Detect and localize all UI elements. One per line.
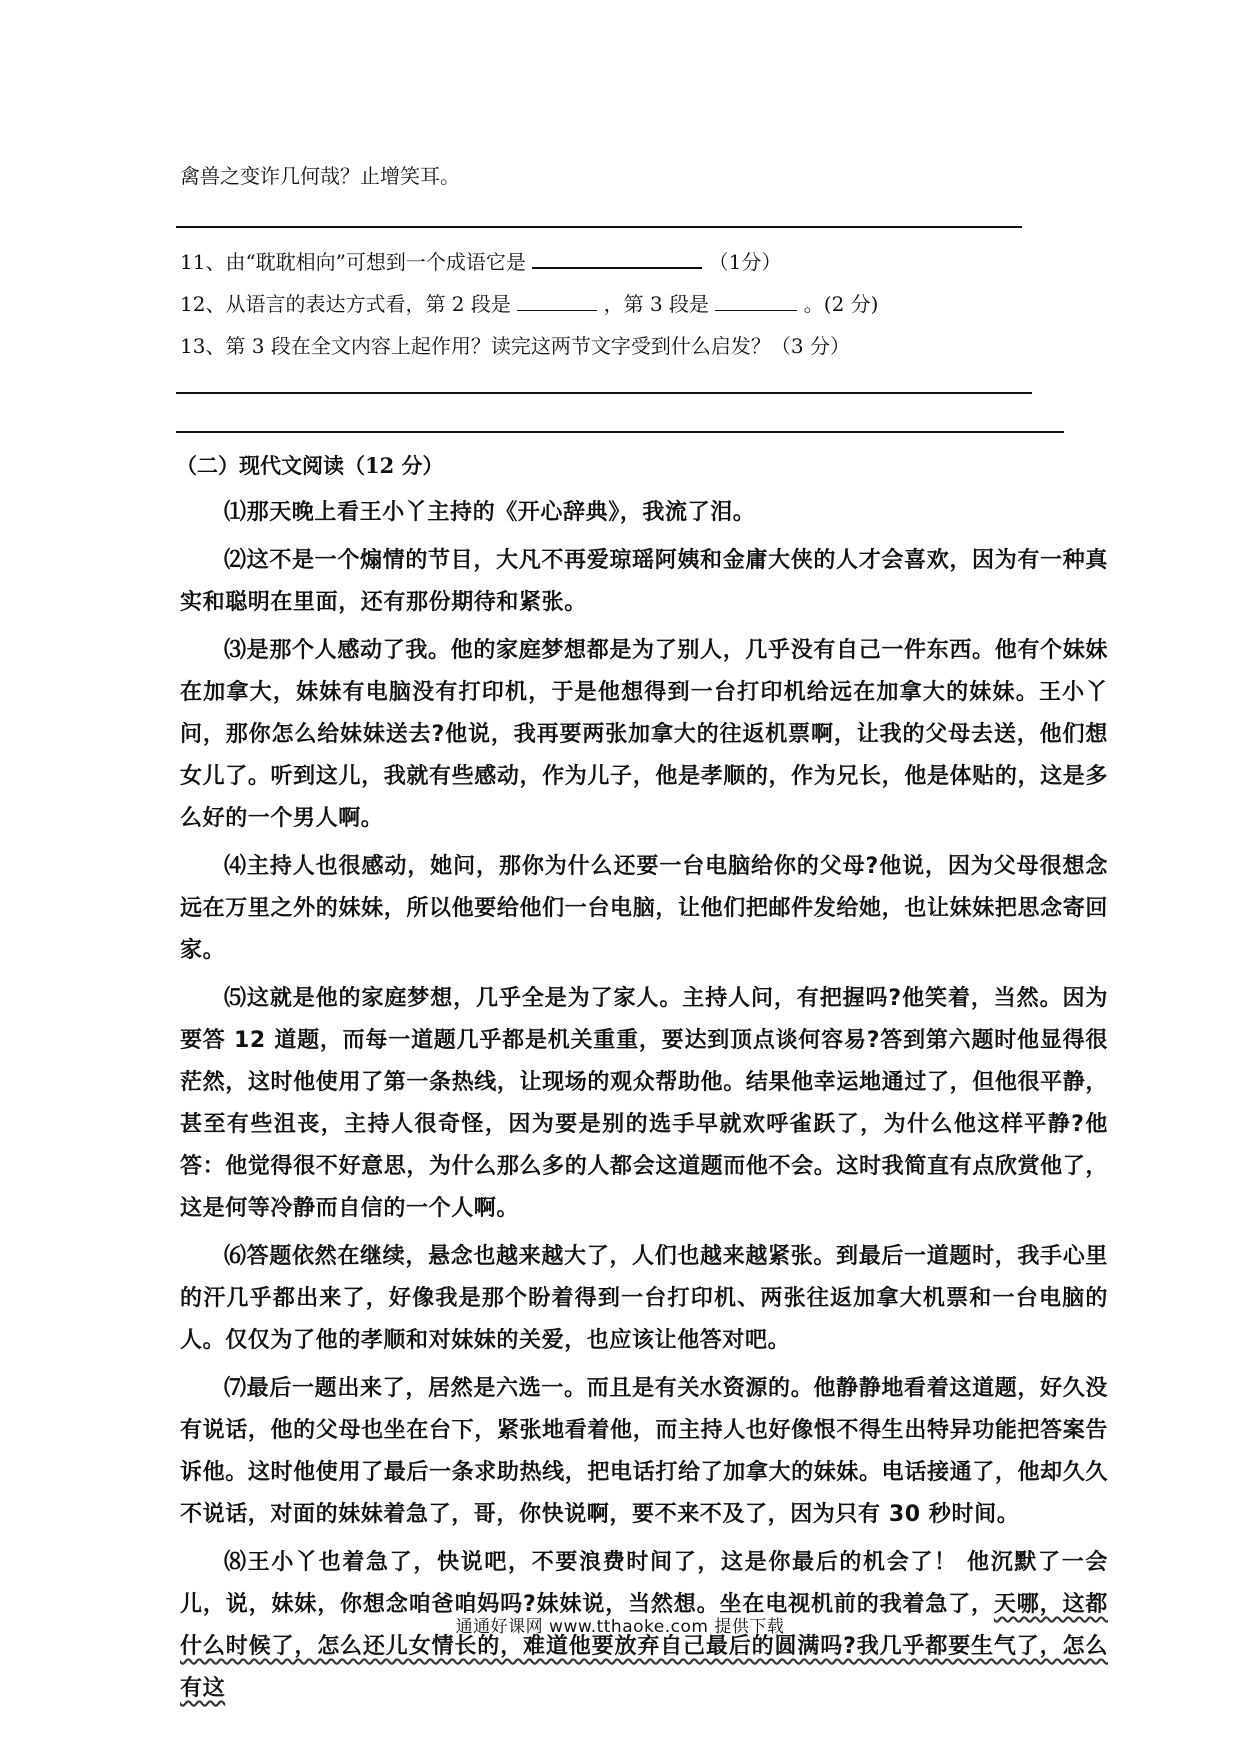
question-11-score: （1分） [708,250,782,274]
paragraph: ⑵这不是一个煽情的节目，大凡不再爱琼瑶阿姨和金庸大侠的人才会喜欢，因为有一种真实和聪明在里面，还有那份期待和紧张。 [180,548,1108,615]
paragraph: ⑶是那个人感动了我。他的家庭梦想都是为了别人，几乎没有自己一件东西。他有个妹妹在加拿大，妹妹有电脑没有打印机，于是他想得到一台打印机给远在加拿大的妹妹。王小丫问，那你怎么给妹妹送去?他说，我再要两张加拿大的往返机票啊，让我的父母去送，他们想女儿了。听到这儿，我就有些感动，作为儿子，他是孝顺的，作为兄长，他是体贴的，这是多么好的一个男人啊。 [180,638,1108,831]
wavy-underlined-text: 天哪，这都什么时候了，怎么还儿女情长的，难道他要放弃自己最后的圆满吗?我几乎都要生气了，怎么有这 [180,1592,1108,1701]
question-12-text-2: ，第 3 段是 [603,292,710,316]
answer-line[interactable] [176,431,1064,433]
classical-text-line: 禽兽之变诈几何哉？止增笑耳。 [180,164,460,188]
question-11 [180,246,781,275]
paragraph: ⑸这就是他的家庭梦想，几乎全是为了家人。主持人问，有把握吗?他笑着，当然。因为要答 12 道题，而每一道题几乎都是机关重重，要达到顶点谈何容易?答到第六题时他显得很茫然，这时他使用了第一条热线，让现场的观众帮助他。结果他幸运地通过了，但他很平静，甚至有些沮丧，主持人很奇怪，因为要是别的选手早就欢呼雀跃了，为什么他这样平静?他答：他觉得很不好意思，为什么那么多的人都会这道题而他不会。这时我简直有点欣赏他了，这是何等冷静而自信的一个人啊。 [180,986,1108,1221]
paragraph: ⑷主持人也很感动，她问，那你为什么还要一台电脑给你的父母?他说，因为父母很想念远在万里之外的妹妹，所以他要给他们一台电脑，让他们把邮件发给她，也让妹妹把思念寄回家。 [180,854,1108,963]
question-12-text: 12、从语言的表达方式看，第 2 段是 [180,292,511,316]
answer-line [176,226,1022,228]
paragraph-text: ⑻王小丫也着急了，快说吧，不要浪费时间了，这是你最后的机会了！ 他沉默了一会儿，说，妹妹，你想念咱爸咱妈吗?妹妹说，当然想。坐在电视机前的我着急了， [180,1550,1108,1617]
question-13: 13、第 3 段在全文内容上起作用？读完这两节文字受到什么启发？（3 分） [180,334,850,358]
footer: 通通好课网 www.tthaoke.com 提供下载 [455,1617,785,1637]
reading-passage [180,492,1108,1716]
section-title: （二）现代文阅读（12 分） [176,453,444,478]
paragraph: ⑺最后一题出来了，居然是六选一。而且是有关水资源的。他静静地看着这道题，好久没有说话，他的父母也坐在台下，紧张地看着他，而主持人也好像恨不得生出特异功能把答案告诉他。这时他使用了最后一条求助热线，把电话打给了加拿大的妹妹。电话接通了，他却久久不说话，对面的妹妹着急了，哥，你快说啊，要不来不及了，因为只有 30 秒时间。 [180,1376,1108,1527]
answer-line[interactable] [176,392,1032,394]
paragraph: ⑹答题依然在继续，悬念也越来越大了，人们也越来越紧张。到最后一道题时，我手心里的汗几乎都出来了，好像我是那个盼着得到一台打印机、两张往返加拿大机票和一台电脑的人。仅仅为了他的孝顺和对妹妹的关爱，也应该让他答对吧。 [180,1244,1108,1353]
question-12 [180,288,878,317]
answer-blank[interactable] [715,290,797,311]
question-12-score: 。(2 分) [803,292,879,316]
paragraph: ⑴那天晚上看王小丫主持的《开心辞典》，我流了泪。 [224,500,756,525]
answer-blank[interactable] [532,247,702,269]
question-11-text: 11、由“耽耽相向”可想到一个成语它是 [180,250,526,274]
answer-blank[interactable] [517,290,597,311]
